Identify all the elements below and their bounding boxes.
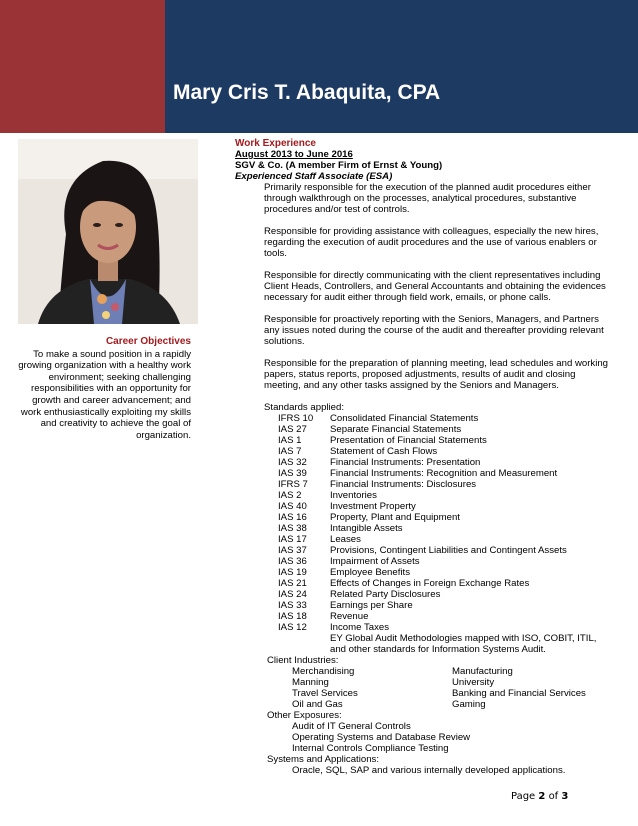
industry-item: Oil and Gas	[292, 699, 343, 710]
standard-code: IAS 18	[278, 611, 307, 622]
standard-code: IAS 16	[278, 512, 307, 523]
portrait-icon	[18, 139, 198, 324]
systems-item: Oracle, SQL, SAP and various internally developed applications.	[292, 765, 566, 776]
industry-row	[292, 677, 630, 688]
paragraph-line: solutions.	[264, 336, 305, 347]
responsibility-paragraph	[264, 270, 630, 303]
responsibility-paragraph	[264, 182, 630, 215]
exposure-item: Operating Systems and Database Review	[292, 732, 471, 743]
career-line: growth and career advancement; and	[32, 394, 191, 406]
standard-title: Statement of Cash Flows	[330, 446, 438, 457]
standard-title: Leases	[330, 534, 361, 545]
header-band-right	[165, 0, 638, 133]
page-title: Mary Cris T. Abaquita, CPA	[173, 81, 441, 104]
paragraph-line: Responsible for providing assistance with colleagues, especially the new hires,	[264, 226, 599, 237]
standard-title: Impairment of Assets	[330, 556, 420, 567]
work-firm: SGV & Co. (A member Firm of Ernst & Young)	[235, 160, 443, 171]
paragraph-line: Client Heads, Controllers, and General Accountants and obtaining the evidences	[264, 281, 606, 292]
standard-code: IAS 40	[278, 501, 307, 512]
standard-title: Related Party Disclosures	[330, 589, 441, 600]
paragraph-line: Responsible for proactively reporting with the Seniors, Managers, and Partners	[264, 314, 599, 325]
industry-row	[292, 666, 630, 677]
standard-code: IAS 2	[278, 490, 302, 501]
standard-title: Financial Instruments: Presentation	[330, 457, 481, 468]
standard-code: IFRS 7	[278, 479, 308, 490]
standard-code: IAS 24	[278, 589, 307, 600]
standard-title: Provisions, Contingent Liabilities and Contingent Assets	[330, 545, 567, 556]
standard-row	[278, 556, 630, 567]
standard-title: Property, Plant and Equipment	[330, 512, 460, 523]
standard-code: IAS 32	[278, 457, 307, 468]
page-number	[511, 791, 568, 802]
paragraph-line: necessary for audit either through field work, emails, or phone calls.	[264, 292, 551, 303]
standard-row	[278, 457, 630, 468]
standard-title: Presentation of Financial Statements	[330, 435, 487, 446]
standard-title: Consolidated Financial Statements	[330, 413, 479, 424]
standard-title: Effects of Changes in Foreign Exchange Rates	[330, 578, 530, 589]
standard-row	[278, 600, 630, 611]
paragraph-line: Primarily responsible for the execution of the planned audit procedures either	[264, 182, 591, 193]
standard-code: IAS 27	[278, 424, 307, 435]
exposure-item: Internal Controls Compliance Testing	[292, 743, 449, 754]
industry-item: Travel Services	[292, 688, 358, 699]
career-objectives-heading: Career Objectives	[105, 336, 191, 347]
standard-title: Separate Financial Statements	[330, 424, 462, 435]
career-line: and creativity to achieve the goal of	[40, 418, 191, 430]
standard-row	[278, 435, 630, 446]
standard-code: IAS 1	[278, 435, 302, 446]
standard-title: Intangible Assets	[330, 523, 403, 534]
career-line: organization.	[136, 429, 191, 441]
work-role: Experienced Staff Associate (ESA)	[235, 171, 393, 182]
career-line: growing organization with a healthy work	[18, 360, 191, 372]
industry-row	[292, 699, 630, 710]
standard-row	[278, 534, 630, 545]
responsibility-paragraph	[264, 226, 630, 259]
standard-row	[278, 567, 630, 578]
standard-row	[278, 622, 630, 633]
paragraph-line: any issues noted during the course of the audit and thereafter providing relevant	[264, 325, 604, 336]
responsibility-paragraph	[264, 314, 630, 347]
standard-title: Revenue	[330, 611, 369, 622]
paragraph-line: meeting, and any other tasks assigned by the Seniors and Managers.	[264, 380, 559, 391]
career-line: responsibilities with an opportunity for	[31, 383, 191, 395]
page-word: Page	[511, 791, 536, 802]
of-word: of	[548, 791, 559, 802]
standards-applied	[264, 402, 630, 655]
paragraph-line: Responsible for the preparation of planning meeting, lead schedules and working	[264, 358, 608, 369]
responsibility-paragraph	[264, 358, 630, 391]
standard-title: Financial Instruments: Recognition and Measurement	[330, 468, 558, 479]
industry-row	[292, 688, 630, 699]
portrait-photo	[18, 139, 198, 324]
work-experience-heading: Work Experience	[235, 138, 316, 149]
standard-row	[278, 589, 630, 600]
total-pages: 3	[561, 791, 569, 802]
standard-code: IAS 33	[278, 600, 307, 611]
client-industries-heading: Client Industries:	[267, 655, 339, 666]
standard-row	[278, 523, 630, 534]
paragraph-line: procedures and/or test of controls.	[264, 204, 410, 215]
standard-row	[278, 578, 630, 589]
standards-heading: Standards applied:	[264, 402, 345, 413]
standard-row	[278, 545, 630, 556]
standard-row	[278, 479, 630, 490]
standard-title: Financial Instruments: Disclosures	[330, 479, 477, 490]
standard-title: Employee Benefits	[330, 567, 410, 578]
standard-row	[278, 446, 630, 457]
standard-code: IAS 38	[278, 523, 307, 534]
paragraph-line: through walkthrough on the processes, analytical procedures, substantive	[264, 193, 577, 204]
paragraph-line: regarding the execution of audit procedures and the use of various enablers or	[264, 237, 597, 248]
standard-title: Investment Property	[330, 501, 416, 512]
other-exposures-heading: Other Exposures:	[267, 710, 342, 721]
industry-item: University	[452, 677, 495, 688]
current-page: 2	[538, 791, 546, 802]
standards-note-line: and other standards for Information Systems Audit.	[330, 644, 546, 655]
standards-note-line: EY Global Audit Methodologies mapped with ISO, COBIT, ITIL,	[330, 633, 597, 644]
standard-code: IAS 37	[278, 545, 307, 556]
career-line: environment; seeking challenging	[48, 371, 191, 383]
paragraph-line: Responsible for directly communicating with the client representatives including	[264, 270, 601, 281]
standard-row	[278, 512, 630, 523]
standard-code: IAS 39	[278, 468, 307, 479]
industry-item: Gaming	[452, 699, 486, 710]
standard-title: Income Taxes	[330, 622, 390, 633]
career-line: work enthusiastically exploiting my skills	[20, 406, 191, 418]
industry-item: Merchandising	[292, 666, 355, 677]
standard-code: IAS 12	[278, 622, 307, 633]
standard-code: IFRS 10	[278, 413, 314, 424]
standard-code: IAS 17	[278, 534, 307, 545]
standard-code: IAS 21	[278, 578, 307, 589]
standard-code: IAS 7	[278, 446, 302, 457]
work-experience	[235, 138, 630, 776]
standard-row	[278, 413, 630, 424]
industry-item: Banking and Financial Services	[452, 688, 586, 699]
standard-row	[278, 424, 630, 435]
systems-heading: Systems and Applications:	[267, 754, 379, 765]
header-band-left	[0, 0, 165, 133]
career-line: To make a sound position in a rapidly	[33, 348, 191, 360]
standard-row	[278, 501, 630, 512]
standard-code: IAS 19	[278, 567, 307, 578]
standard-row	[278, 490, 630, 501]
work-dates: August 2013 to June 2016	[235, 149, 353, 160]
industry-item: Manning	[292, 677, 329, 688]
standard-code: IAS 36	[278, 556, 307, 567]
paragraph-line: papers, status reports, proposed adjustments, results of audit and closing	[264, 369, 576, 380]
standard-row	[278, 611, 630, 622]
exposure-item: Audit of IT General Controls	[292, 721, 411, 732]
standard-title: Inventories	[330, 490, 377, 501]
standard-title: Earnings per Share	[330, 600, 413, 611]
industry-item: Manufacturing	[452, 666, 513, 677]
career-objectives	[0, 336, 191, 441]
paragraph-line: tools.	[264, 248, 287, 259]
standard-row	[278, 468, 630, 479]
